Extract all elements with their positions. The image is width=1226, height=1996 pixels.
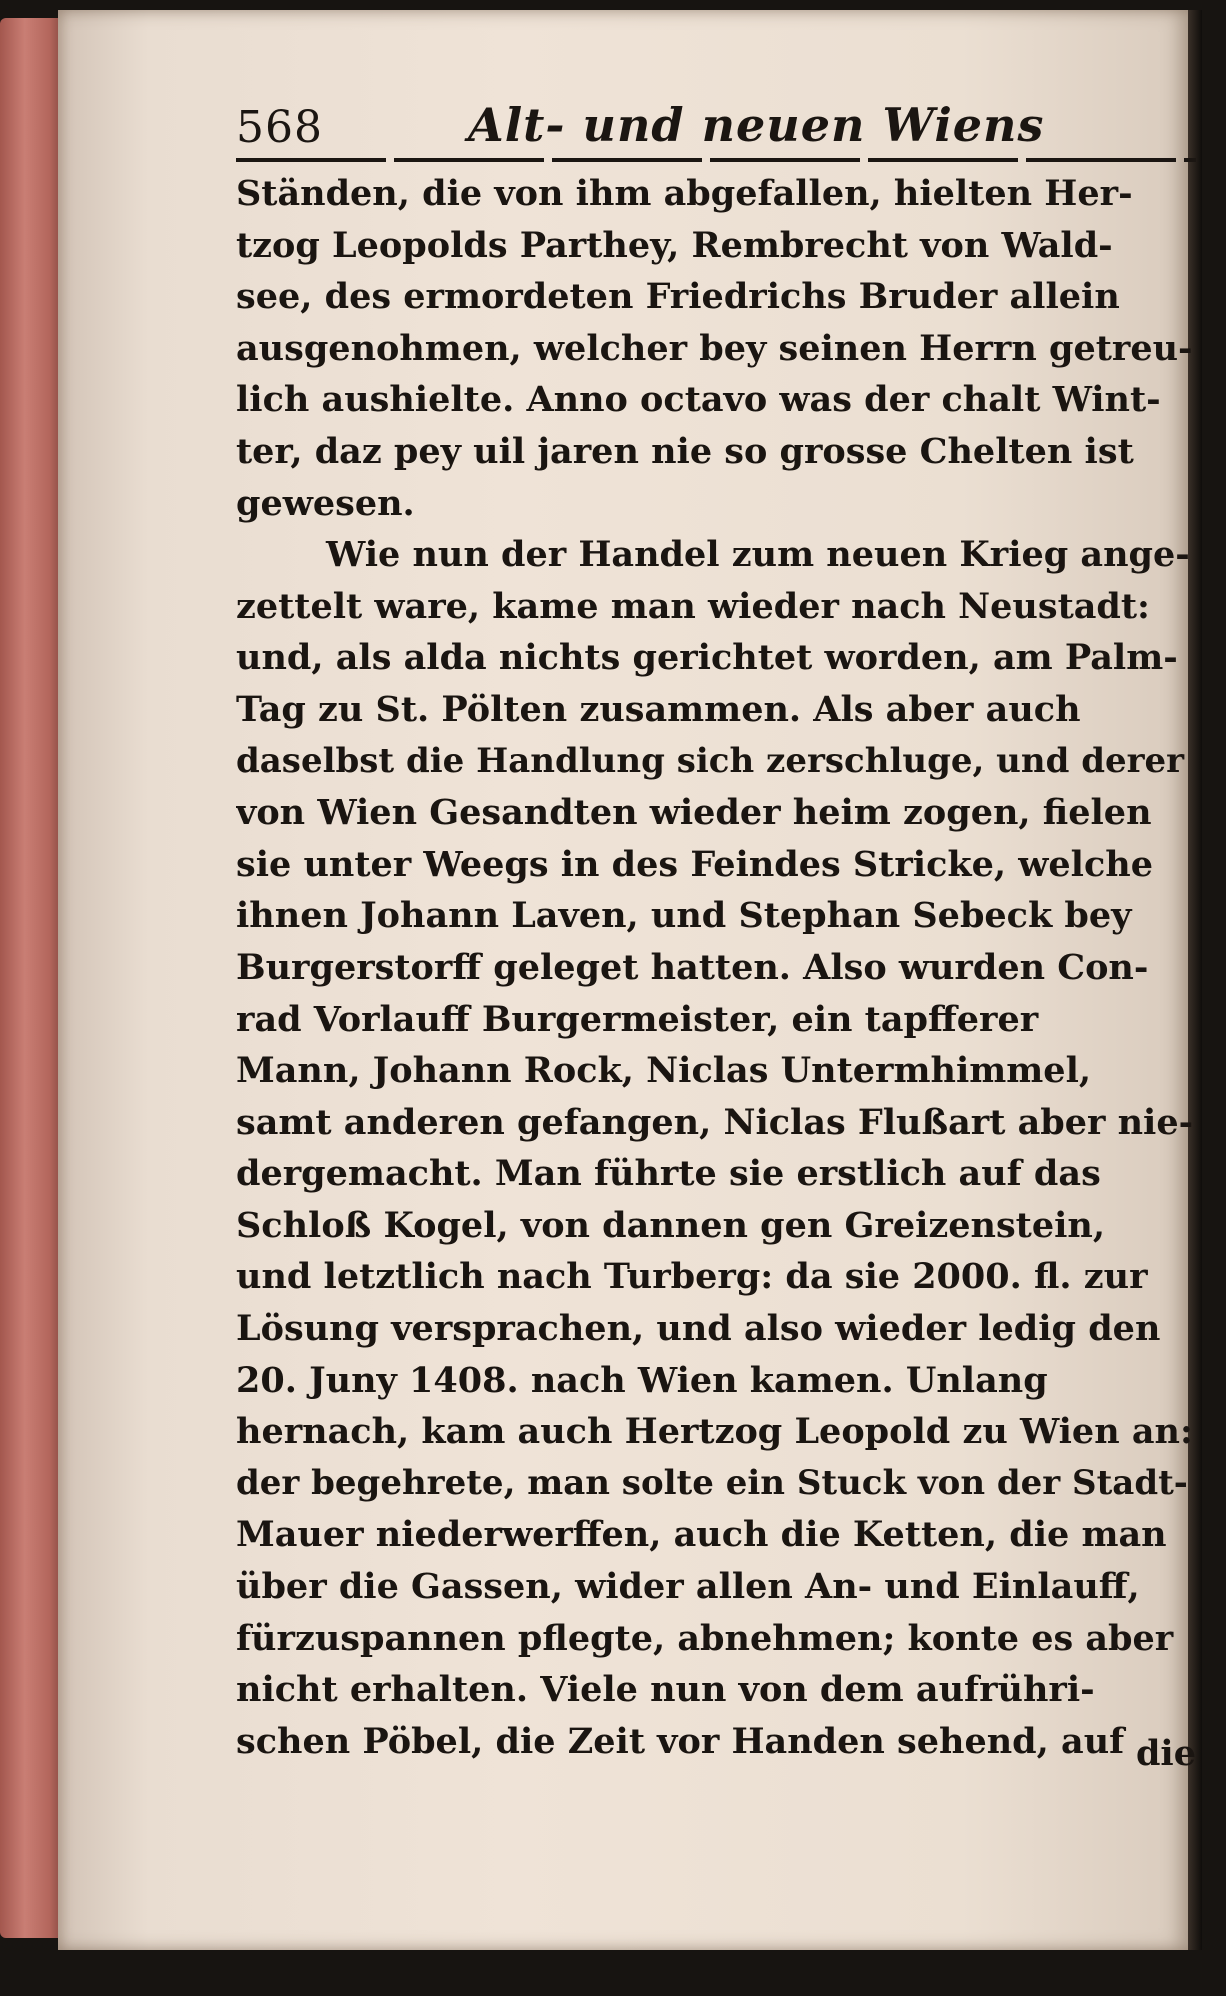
- text-line: und, als alda nichts gerichtet worden, am Palm-: [236, 637, 1178, 679]
- book-page-edges: [0, 18, 62, 1938]
- text-line: fürzuspannen pflegte, abnehmen; konte es aber: [236, 1617, 1174, 1659]
- text-line: lich aushielte. Anno octavo was der chalt Wint-: [236, 379, 1161, 421]
- text-line: Schloß Kogel, von dannen gen Greizenstein,: [236, 1204, 1106, 1246]
- text-line: tzog Leopolds Parthey, Rembrecht von Wald-: [236, 224, 1113, 266]
- text-line: der begehrete, man solte ein Stuck von der Stadt-: [236, 1462, 1188, 1503]
- text-line: Mauer niederwerffen, auch die Ketten, die man: [236, 1514, 1167, 1556]
- text-line: zettelt ware, kame man wieder nach Neustadt:: [236, 585, 1150, 627]
- text-line: und letztlich nach Turberg: da sie 2000. fl. zur: [236, 1256, 1148, 1298]
- text-line: nicht erhalten. Viele nun von dem aufrühri-: [236, 1669, 1095, 1711]
- text-line: 20. Juny 1408. nach Wien kamen. Unlang: [236, 1359, 1048, 1401]
- text-line: hernach, kam auch Hertzog Leopold zu Wien an:: [236, 1411, 1193, 1453]
- paragraph-start-line: Wie nun der Handel zum neuen Krieg ange-: [326, 534, 1190, 576]
- text-line: Tag zu St. Pölten zusammen. Als aber auch: [236, 688, 1081, 730]
- text-line: samt anderen gefangen, Niclas Flußart aber nie-: [236, 1101, 1194, 1143]
- header-rule: [236, 158, 1196, 162]
- text-line: daselbst die Handlung sich zerschluge, und derer: [236, 740, 1185, 781]
- page-header: [236, 96, 1196, 162]
- text-line: schen Pöbel, die Zeit vor Handen sehend, auf: [236, 1720, 1125, 1762]
- text-line: Lösung versprachen, und also wieder ledig den: [236, 1308, 1161, 1350]
- text-line: rad Vorlauff Burgermeister, ein tapfferer: [236, 998, 1039, 1040]
- text-line: sie unter Weegs in des Feindes Stricke, welche: [236, 843, 1153, 885]
- text-line: Ständen, die von ihm abgefallen, hielten Her-: [236, 173, 1133, 214]
- text-line: dergemacht. Man führte sie erstlich auf das: [236, 1153, 1101, 1195]
- text-line: Mann, Johann Rock, Niclas Untermhimmel,: [236, 1050, 1092, 1092]
- running-title: Alt- und neuen Wiens: [468, 98, 1045, 152]
- text-line: von Wien Gesandten wieder heim zogen, fielen: [236, 792, 1152, 834]
- body-text: [236, 168, 1196, 1774]
- text-line: ihnen Johann Laven, und Stephan Sebeck bey: [236, 895, 1132, 937]
- text-line: über die Gassen, wider allen An- und Einlauff,: [236, 1566, 1140, 1608]
- text-line: gewesen.: [236, 482, 415, 524]
- text-line: see, des ermordeten Friedrichs Bruder allein: [236, 276, 1120, 318]
- text-line: Burgerstorff geleget hatten. Also wurden Con-: [236, 946, 1149, 988]
- text-line: ter, daz pey uil jaren nie so grosse Chelten ist: [236, 430, 1134, 472]
- text-line: ausgenohmen, welcher bey seinen Herrn getreu-: [236, 327, 1193, 369]
- catchword: die: [1135, 1733, 1196, 1774]
- page-number: 568: [236, 102, 323, 153]
